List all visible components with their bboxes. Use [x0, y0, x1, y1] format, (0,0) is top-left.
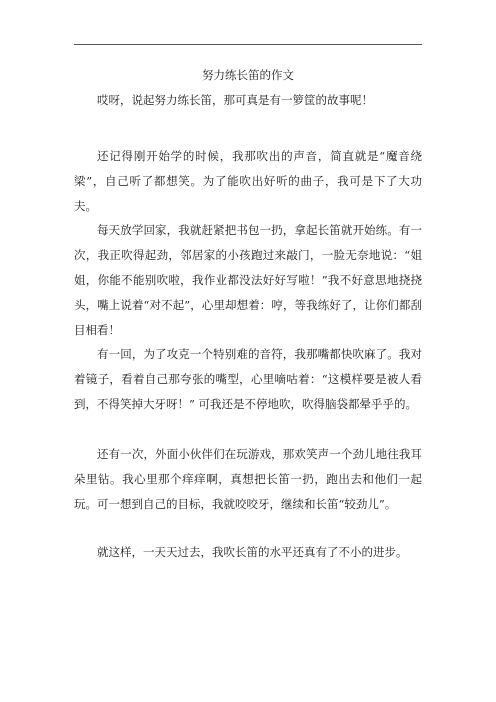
paragraph-6: 就这样，一天天过去，我吹长笛的水平还真有了不小的进步。 [97, 545, 408, 559]
paragraph-1: 哎呀，说起努力练长笛，那可真是有一箩筐的故事呢！ [97, 93, 373, 107]
paragraph-3: 每天放学回家，我就赶紧把书包一扔，拿起长笛就开始练。有一次，我正吹得起劲，邻居家的小孩跑过来敲门，一脸无奈地说：“姐姐，你能不能别吹啦，我作业都没法好好写啦！”我不好意思地挠挠头，嘴上说着“对不起”，心里却想着：哼，等我练好了，让你们都刮目相看！ [74, 223, 422, 337]
paragraph-4: 有一回，为了攻克一个特别难的音符，我那嘴都快吹麻了。我对着镜子，看着自己那夸张的嘴型，心里嘀咕着：“这模样要是被人看到，不得笑掉大牙呀！” 可我还是不停地吹，吹得脑袋都晕乎乎的。 [74, 347, 422, 411]
paragraph-5: 还有一次，外面小伙伴们在玩游戏，那欢笑声一个劲儿地往我耳朵里钻。我心里那个痒痒啊，真想把长笛一扔，跑出去和他们一起玩。可一想到自己的目标，我就咬咬牙，继续和长笛“较劲儿”。 [74, 447, 422, 511]
header-rule [74, 44, 422, 45]
document-title: 努力练长笛的作文 [202, 68, 294, 82]
paragraph-2: 还记得刚开始学的时候，我那吹出的声音，简直就是“魔音绕梁”，自己听了都想笑。为了能吹出好听的曲子，我可是下了大功夫。 [74, 149, 422, 213]
